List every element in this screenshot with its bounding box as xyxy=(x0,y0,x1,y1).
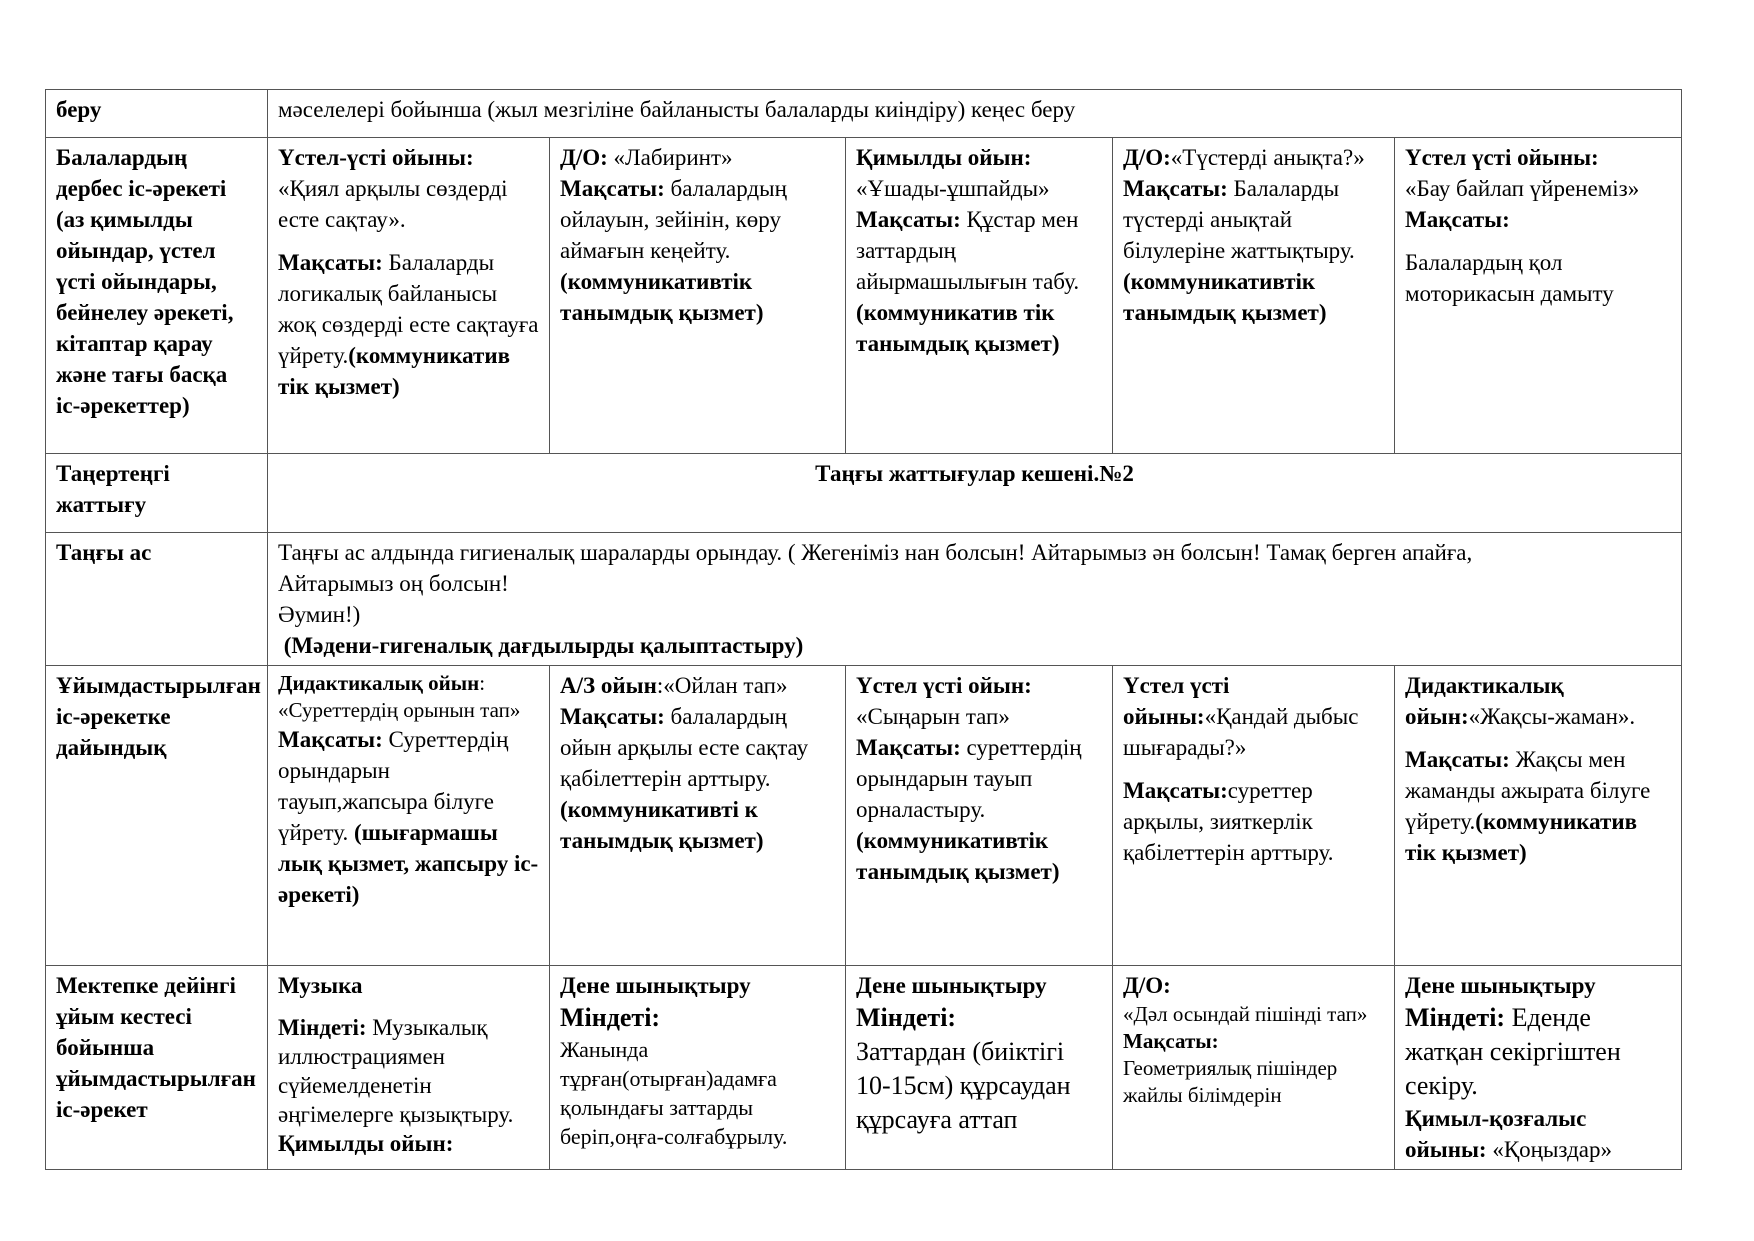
activity-cell xyxy=(550,666,846,966)
activity-cell xyxy=(550,966,846,1170)
section-label: Балалардың дербес іс-әрекеті (аз қимылды ойындар, үстел үсті ойындары, бейнелеу әрекеті, кітаптар қарау және тағы басқа іс-әрекеттер) xyxy=(46,138,268,454)
table-row xyxy=(46,454,1682,533)
activity-tag: (коммуникатив тік қызмет) xyxy=(1405,809,1638,865)
goal-text: Балалардың қол моторикасын дамыту xyxy=(1405,250,1614,306)
activity-task xyxy=(1405,1001,1671,1103)
activity-tag: (коммуникатив тік танымдық қызмет) xyxy=(856,300,1060,356)
activity-title: Д/О: xyxy=(1123,145,1171,170)
activity-name: «Лабиринт» xyxy=(613,145,733,170)
activity-goal xyxy=(278,247,539,402)
activity-cell xyxy=(268,966,550,1170)
activity-task xyxy=(278,1013,539,1158)
activity-cell xyxy=(268,138,550,454)
activity-goal xyxy=(856,204,1102,359)
table-row xyxy=(46,533,1682,666)
activity-tag: (коммуникативті к танымдық қызмет) xyxy=(560,797,764,853)
activity-title: Музыка xyxy=(278,973,363,998)
section-label: Ұйымдастырылған іс-әрекетке дайындық xyxy=(46,666,268,966)
activity-title: Дидактикалық ойын xyxy=(278,671,480,695)
activity-title: Дене шынықтыру xyxy=(1405,973,1596,998)
activity-title: Үстел үсті ойыны: xyxy=(1405,145,1599,170)
breakfast-tag: (Мәдени-гигеналық дағдылырды қалыптастыру) xyxy=(278,633,804,658)
activity-tag: (коммуникатив тік қызмет) xyxy=(278,343,511,399)
goal-text: балалардың ойын арқылы есте сақтау қабілеттерін арттыру. xyxy=(560,704,809,791)
activity-name: «Суреттердің орынын тап» xyxy=(278,698,521,722)
activity-cell xyxy=(1395,138,1682,454)
task-text: Еденде жатқан секіргіштен секіру. xyxy=(1405,1003,1621,1100)
activity-title: Қимылды ойын: xyxy=(856,145,1032,170)
goal-text: Геометриялық пішіндер жайлы білімдерін xyxy=(1123,1056,1338,1107)
table-row xyxy=(46,138,1682,454)
activity-goal xyxy=(560,173,835,328)
row-text: мәселелері бойынша (жыл мезгіліне байланысты балаларды киіндіру) кеңес беру xyxy=(268,90,1682,138)
task-text: Заттардан (биіктігі 10-15см) құрсаудан құрсауға аттап xyxy=(856,1037,1071,1134)
breakfast-line: Айтарымыз оң болсын! xyxy=(278,571,509,596)
activity-name: «Бау байлап үйренеміз» xyxy=(1405,176,1640,201)
goal-label: Мақсаты: xyxy=(1123,778,1228,803)
activity-extra: Қимылды ойын: xyxy=(278,1131,454,1156)
task-label: Міндеті: xyxy=(1405,1003,1506,1032)
goal-text: суреттер арқылы, зияткерлік қабілеттерін арттыру. xyxy=(1123,778,1334,865)
activity-name: «Дәл осындай пішінді тап» xyxy=(1123,1002,1368,1026)
breakfast-line: Таңғы ас алдында гигиеналық шараларды орындау. ( Жегеніміз нан болсын! Айтарымыз ән болсын! Тамақ берген апайға, xyxy=(278,540,1473,565)
activity-cell xyxy=(1113,966,1395,1170)
title-colon: : xyxy=(479,671,486,695)
activity-cell xyxy=(1395,966,1682,1170)
activity-cell xyxy=(1113,666,1395,966)
activity-goal xyxy=(1123,1001,1384,1109)
goal-text: Балаларды түстерді анықтай білулеріне жаттықтыру. xyxy=(1123,176,1355,263)
activity-cell xyxy=(846,666,1113,966)
activity-title: Дидактикалық ойын: xyxy=(1405,673,1564,729)
goal-label: Мақсаты: xyxy=(1123,176,1228,201)
section-label: Таңғы ас xyxy=(46,533,268,666)
task-text: Жанында тұрған(отырған)адамға қолындағы заттарды беріп,оңға-солғабұрылу. xyxy=(560,1037,788,1149)
goal-text: Балаларды логикалық байланысы жоқ сөздерді есте сақтауға үйрету. xyxy=(278,250,539,368)
activity-tag: (коммуникативтік танымдық қызмет) xyxy=(856,828,1060,884)
activity-title: Үстел үсті ойын: xyxy=(856,673,1032,698)
goal-label: Мақсаты: xyxy=(1405,747,1510,772)
activity-extra-name: «Қоңыздар» xyxy=(1492,1137,1613,1162)
activity-cell xyxy=(268,666,550,966)
goal-label: Мақсаты: xyxy=(1405,207,1510,232)
title-colon: : xyxy=(656,673,664,698)
table-row xyxy=(46,966,1682,1170)
task-text: Музыкалық иллюстрациямен сүйемелденетін әңгімелерге қызықтыру. xyxy=(278,1015,514,1127)
section-label: Таңертеңгі жаттығу xyxy=(46,454,268,533)
activity-name: «Ұшады-ұшпайды» xyxy=(856,176,1050,201)
activity-title: Дене шынықтыру xyxy=(560,973,751,998)
activity-goal xyxy=(1405,744,1671,868)
goal-label: Мақсаты: xyxy=(560,176,665,201)
activity-cell xyxy=(846,966,1113,1170)
activity-name: «Қиял арқылы сөздерді есте сақтау». xyxy=(278,176,508,232)
activity-title: А/З ойын xyxy=(560,673,657,698)
activity-name: «Сыңарын тап» xyxy=(856,704,1010,729)
goal-text: балалардың ойлауын, зейінін, көру аймағын кеңейту. xyxy=(560,176,787,263)
section-label: беру xyxy=(46,90,268,138)
goal-label: Мақсаты: xyxy=(278,727,383,752)
activity-title: Үстел-үсті ойыны: xyxy=(278,145,474,170)
section-label: Мектепке дейінгі ұйым кестесі бойынша ұйымдастырылған іс-әрекет xyxy=(46,966,268,1170)
goal-label: Мақсаты: xyxy=(560,704,665,729)
activity-title: Үстел үсті ойыны: xyxy=(1123,673,1230,729)
task-label: Міндеті: xyxy=(560,1003,661,1032)
activity-name: «Түстерді анықта?» xyxy=(1170,145,1365,170)
goal-label: Мақсаты: xyxy=(856,735,961,760)
table-row xyxy=(46,90,1682,138)
activity-goal xyxy=(1123,775,1384,868)
activity-tag: (коммуникативтік танымдық қызмет) xyxy=(560,269,764,325)
goal-text: Суреттердің орындарын тауып,жапсыра білуге үйрету. xyxy=(278,727,509,845)
activity-cell xyxy=(1113,138,1395,454)
goal-label: Мақсаты: xyxy=(856,207,961,232)
activity-cell xyxy=(1395,666,1682,966)
activity-title: Д/О: xyxy=(560,145,608,170)
goal-text: Құстар мен заттардың айырмашылығын табу. xyxy=(856,207,1080,294)
exercise-title: Таңғы жаттығулар кешені.№2 xyxy=(268,454,1682,533)
activity-cell xyxy=(550,138,846,454)
activity-title: Дене шынықтыру xyxy=(856,973,1047,998)
activity-head xyxy=(278,670,539,724)
table-row xyxy=(46,666,1682,966)
task-label: Міндеті: xyxy=(856,1003,957,1032)
goal-text: Жақсы мен жаманды ажырата білуге үйрету. xyxy=(1405,747,1651,834)
breakfast-text xyxy=(268,533,1682,666)
goal-label: Мақсаты: xyxy=(278,250,383,275)
daily-plan-table xyxy=(45,89,1682,1170)
activity-name: «Ойлан тап» xyxy=(663,673,788,698)
activity-name: «Жақсы-жаман». xyxy=(1468,704,1636,729)
goal-label: Мақсаты: xyxy=(1123,1029,1219,1053)
breakfast-line: Әумин!) xyxy=(278,602,361,627)
activity-tag: (шығармашы лық қызмет, жапсыру іс-әрекеті) xyxy=(278,820,539,907)
activity-title: Д/О: xyxy=(1123,973,1171,998)
activity-cell xyxy=(846,138,1113,454)
task-label: Міндеті: xyxy=(278,1015,367,1040)
activity-extra: Қимыл-қозғалыс ойыны: xyxy=(1405,1106,1587,1162)
activity-name: «Қандай дыбыс шығарады?» xyxy=(1123,704,1359,760)
activity-tag: (коммуникативтік танымдық қызмет) xyxy=(1123,269,1327,325)
goal-text: суреттердің орындарын тауып орналастыру. xyxy=(856,735,1082,822)
